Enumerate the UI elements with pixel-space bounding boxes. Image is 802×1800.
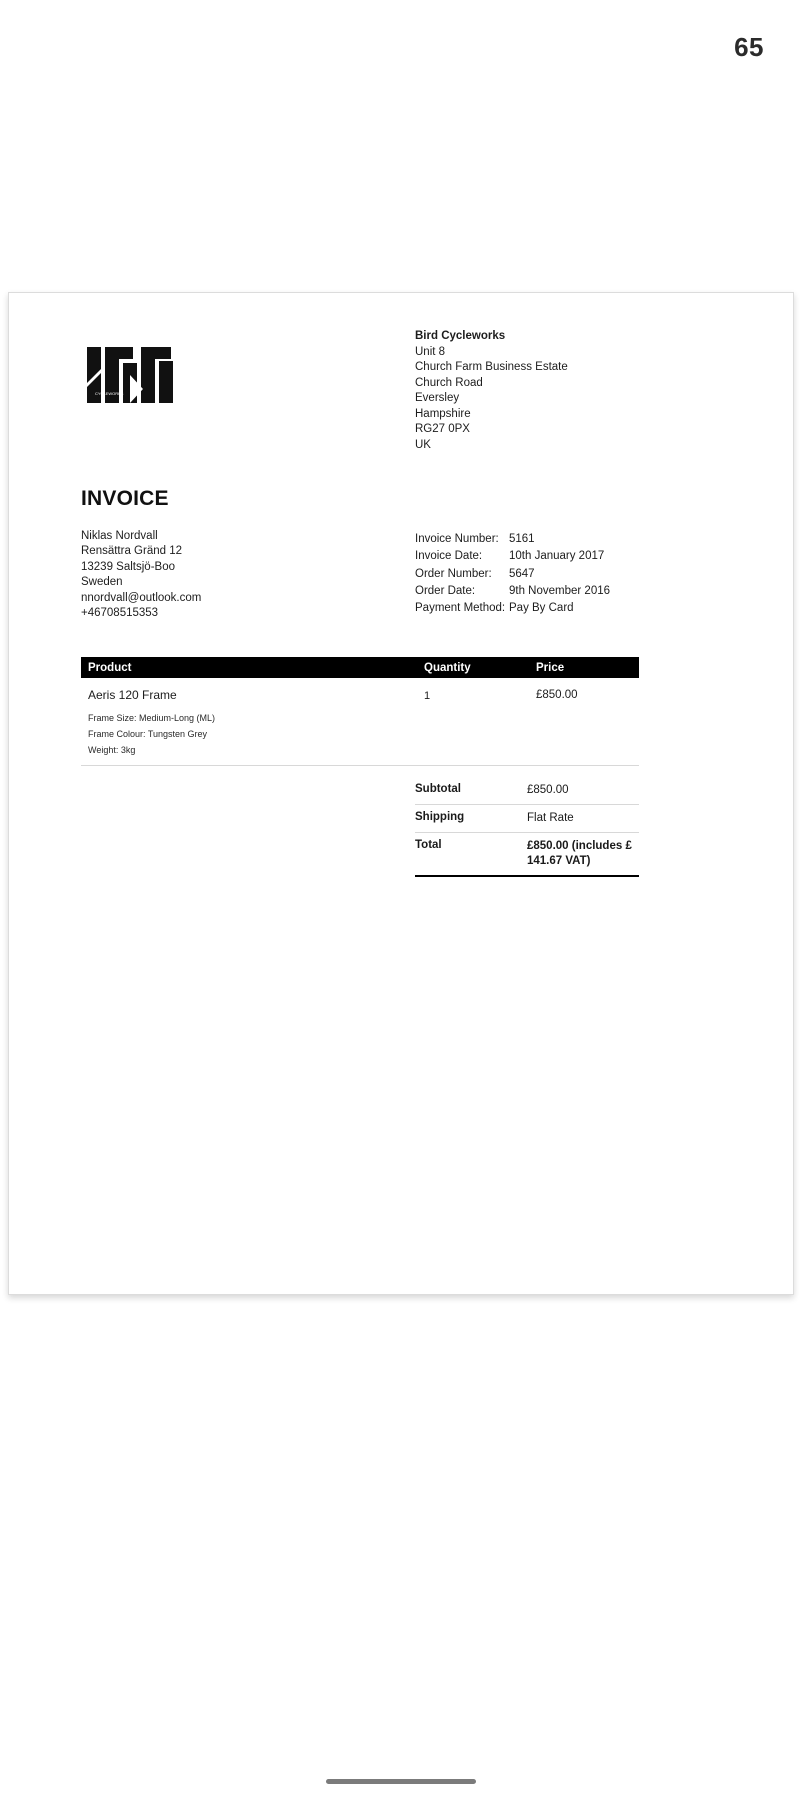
company-address-line: Eversley [415, 392, 460, 404]
items-table [81, 657, 639, 766]
bird-logo-icon [85, 345, 177, 407]
company-address-line: UK [415, 438, 431, 451]
page-number: 65 [734, 32, 764, 62]
page-title: INVOICE [81, 487, 169, 510]
totals-row-shipping [415, 805, 639, 833]
meta-label: Invoice Date: [415, 550, 483, 563]
totals-value-shipping: Flat Rate [527, 812, 574, 824]
item-quantity: 1 [424, 690, 431, 702]
meta-row-order-date [415, 583, 610, 600]
item-attribute: Frame Size: Medium-Long (ML) [88, 713, 216, 723]
invoice-meta [415, 531, 610, 617]
meta-value: 9th November 2016 [509, 584, 611, 597]
totals-value-subtotal: £850.00 [527, 784, 569, 796]
meta-value: 10th January 2017 [509, 550, 605, 563]
totals-table [415, 777, 639, 877]
meta-row-invoice-number [415, 531, 610, 548]
items-table-header [81, 657, 639, 678]
totals-row-subtotal [415, 777, 639, 805]
totals-label-total: Total [415, 839, 442, 851]
company-address-line: Unit 8 [415, 345, 446, 358]
meta-row-payment-method [415, 600, 610, 617]
company-address-line: RG27 0PX [415, 423, 470, 435]
table-row [81, 678, 639, 766]
customer-line: Niklas Nordvall [81, 530, 158, 542]
item-name: Aeris 120 Frame [88, 688, 177, 702]
meta-value: 5161 [509, 533, 535, 545]
customer-email: nnordvall@outlook.com [81, 591, 202, 604]
meta-value: 5647 [509, 567, 535, 580]
totals-value-total: £850.00 (includes £ 141.67 VAT) [527, 840, 632, 867]
company-address-line: Church Road [415, 376, 483, 389]
invoice-sheet [8, 292, 794, 1295]
customer-line: Sweden [81, 576, 123, 589]
customer-line: 13239 Saltsjö-Boo [81, 560, 175, 573]
totals-label-shipping: Shipping [415, 811, 465, 823]
home-indicator[interactable] [326, 1779, 476, 1784]
meta-label: Invoice Number: [415, 533, 499, 545]
customer-phone: +46708515353 [81, 607, 159, 620]
meta-label: Order Number: [415, 567, 492, 580]
column-header-product: Product [88, 661, 132, 674]
meta-value: Pay By Card [509, 602, 574, 615]
item-attribute: Frame Colour: Tungsten Grey [88, 728, 208, 739]
meta-label: Order Date: [415, 584, 476, 597]
company-address-line: Church Farm Business Estate [415, 361, 568, 373]
svg-text:CYCLEWORKS: CYCLEWORKS [95, 391, 124, 396]
column-header-quantity: Quantity [424, 661, 471, 674]
customer-line: Rensättra Gränd 12 [81, 545, 183, 558]
item-attribute: Weight: 3kg [88, 744, 136, 755]
item-price: £850.00 [536, 689, 578, 701]
company-address [415, 329, 568, 453]
meta-label: Payment Method: [415, 602, 506, 615]
company-name: Bird Cycleworks [415, 330, 506, 342]
meta-row-invoice-date [415, 548, 610, 565]
totals-row-total [415, 833, 639, 877]
totals-label-subtotal: Subtotal [415, 783, 461, 795]
meta-row-order-number [415, 566, 610, 583]
company-address-line: Hampshire [415, 407, 471, 420]
customer-address [81, 529, 201, 621]
column-header-price: Price [536, 661, 565, 674]
